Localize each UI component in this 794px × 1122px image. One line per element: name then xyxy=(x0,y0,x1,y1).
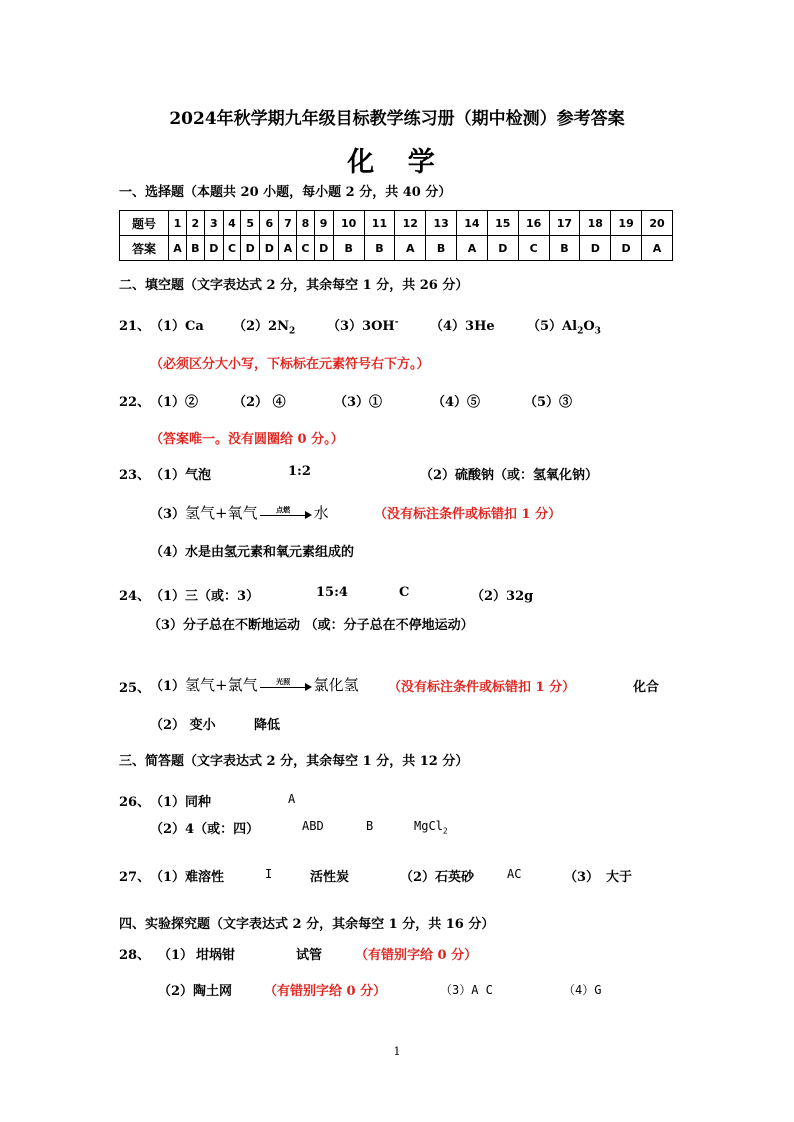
answer-item: 活性炭 xyxy=(310,870,350,885)
answer-text: （2）2N xyxy=(233,319,289,334)
answer-text: MgCl xyxy=(414,819,443,833)
question-number: 25、 xyxy=(119,681,151,696)
answer-item: 大于 xyxy=(606,870,633,885)
answer-item xyxy=(327,315,398,334)
answer-item: （3）分子总在不断地运动 （或：分子总在不停地运动） xyxy=(148,618,474,633)
answer-item: A xyxy=(288,792,296,806)
answer-item: （1）难溶性 xyxy=(150,870,225,885)
grading-note: （答案唯一。没有圆圈给 0 分。） xyxy=(150,432,344,447)
answer-item: AC xyxy=(507,867,522,881)
subscript: 2 xyxy=(442,826,448,836)
subscript: 2 xyxy=(288,326,296,337)
table-cell-number: 20 xyxy=(642,211,673,236)
table-cell-number: 11 xyxy=(364,211,395,236)
table-cell-answer: D xyxy=(580,236,611,261)
answer-label: （1） xyxy=(158,948,194,963)
reaction-condition: 点燃 xyxy=(276,504,291,514)
section-heading-choice: 一、选择题（本题共 20 小题，每小题 2 分，共 40 分） xyxy=(119,185,452,200)
answer-item: （1）气泡 xyxy=(150,468,212,483)
table-cell-number: 1 xyxy=(169,211,187,236)
answer-item: ABD xyxy=(302,819,324,833)
table-cell-answer: C xyxy=(518,236,549,261)
table-cell-number: 8 xyxy=(297,211,314,236)
reaction-arrow-icon xyxy=(260,676,312,694)
answer-item: （4）水是由氢元素和氧元素组成的 xyxy=(150,545,355,560)
answer-item: （3） xyxy=(564,870,600,885)
answer-item: 试管 xyxy=(296,948,323,963)
answer-item: （1）Ca xyxy=(150,319,204,334)
table-cell-number: 18 xyxy=(580,211,611,236)
table-cell-answer: D xyxy=(314,236,333,261)
table-cell-answer: C xyxy=(297,236,314,261)
answer-item xyxy=(414,819,448,835)
table-cell-number: 16 xyxy=(518,211,549,236)
grading-note: （有错别字给 0 分） xyxy=(264,984,387,999)
table-cell-number: 5 xyxy=(241,211,260,236)
table-cell-number: 10 xyxy=(333,211,364,236)
question-number: 24、 xyxy=(119,589,151,604)
answer-item: B xyxy=(366,819,374,833)
answer-item: （1）同种 xyxy=(150,795,212,810)
subscript: 3 xyxy=(594,326,601,337)
table-cell-number: 2 xyxy=(186,211,204,236)
products: 水 xyxy=(313,504,329,522)
table-header-answer: 答案 xyxy=(120,236,169,261)
table-cell-number: 4 xyxy=(223,211,240,236)
table-cell-answer: D xyxy=(241,236,260,261)
answer-item: （4）3He xyxy=(430,319,495,334)
answer-table xyxy=(119,210,673,261)
answer-item: （3）A C xyxy=(440,983,493,997)
table-row-numbers xyxy=(120,211,673,236)
answer-label: （3） xyxy=(150,507,186,522)
answer-item: I xyxy=(265,867,273,881)
question-number: 27、 xyxy=(119,870,151,885)
reaction-type: 化合 xyxy=(633,680,660,695)
table-cell-answer: B xyxy=(364,236,395,261)
word-equation xyxy=(150,502,329,523)
table-cell-number: 3 xyxy=(204,211,223,236)
section-heading-experiment: 四、实验探究题（文字表达式 2 分，其余每空 1 分，共 16 分） xyxy=(119,917,495,932)
answer-item: （2）石英砂 xyxy=(400,870,475,885)
answer-label: （1） xyxy=(150,679,186,694)
table-cell-answer: B xyxy=(426,236,457,261)
table-cell-answer: D xyxy=(204,236,223,261)
table-cell-number: 13 xyxy=(426,211,457,236)
table-cell-number: 15 xyxy=(487,211,518,236)
superscript: - xyxy=(394,317,399,328)
question-number: 21、 xyxy=(119,319,151,334)
section-heading-fill: 二、填空题（文字表达式 2 分，其余每空 1 分，共 26 分） xyxy=(119,278,469,293)
answer-text: （5）Al xyxy=(527,319,578,334)
grading-note: （有错别字给 0 分） xyxy=(355,948,478,963)
answer-item: 坩埚钳 xyxy=(196,948,236,963)
table-row-answers xyxy=(120,236,673,261)
answer-item xyxy=(527,315,601,337)
table-cell-answer: D xyxy=(487,236,518,261)
answer-text: O xyxy=(583,319,595,334)
answer-item: （2）4（或：四） xyxy=(150,822,260,837)
table-header-number: 题号 xyxy=(120,211,169,236)
grading-note: （必须区分大小写，下标标在元素符号右下方。） xyxy=(150,357,430,372)
reactants: 氢气+氧气 xyxy=(185,504,258,522)
table-cell-answer: B xyxy=(549,236,580,261)
page-number: 1 xyxy=(393,1045,401,1058)
table-cell-number: 12 xyxy=(395,211,426,236)
answer-item: 15:4 xyxy=(316,585,348,600)
reactants: 氢气+氯气 xyxy=(185,676,258,694)
answer-item: （2） ④ xyxy=(233,395,286,410)
grading-note: （没有标注条件或标错扣 1 分） xyxy=(388,680,576,695)
products: 氯化氢 xyxy=(313,676,359,694)
subject-heading: 化 学 xyxy=(347,147,447,178)
answer-item: （2） 变小 xyxy=(150,718,216,733)
question-number: 28、 xyxy=(119,948,151,963)
word-equation xyxy=(150,674,359,695)
table-cell-number: 14 xyxy=(457,211,488,236)
answer-item: C xyxy=(399,585,410,600)
table-cell-answer: A xyxy=(395,236,426,261)
answer-item: （2）硫酸钠（或：氢氧化钠） xyxy=(420,468,599,483)
section-heading-short-answer: 三、简答题（文字表达式 2 分，其余每空 1 分，共 12 分） xyxy=(119,754,469,769)
table-cell-number: 7 xyxy=(279,211,297,236)
table-cell-number: 6 xyxy=(260,211,279,236)
table-cell-answer: D xyxy=(611,236,642,261)
answer-item: （2）32g xyxy=(471,589,534,604)
table-cell-answer: A xyxy=(279,236,297,261)
table-cell-number: 19 xyxy=(611,211,642,236)
question-number: 23、 xyxy=(119,468,151,483)
table-cell-answer: B xyxy=(333,236,364,261)
answer-item xyxy=(233,315,295,337)
table-cell-answer: A xyxy=(457,236,488,261)
reaction-condition: 光照 xyxy=(276,676,291,686)
table-cell-answer: A xyxy=(642,236,673,261)
table-cell-answer: B xyxy=(186,236,204,261)
table-cell-number: 9 xyxy=(314,211,333,236)
answer-item: （4）G xyxy=(563,983,602,997)
answer-item: （3）① xyxy=(334,395,383,410)
table-cell-answer: D xyxy=(260,236,279,261)
answer-item: 1:2 xyxy=(288,464,311,479)
answer-item: （5）③ xyxy=(524,395,573,410)
question-number: 22、 xyxy=(119,395,151,410)
answer-item: 降低 xyxy=(254,718,281,733)
answer-item: （2）陶土网 xyxy=(158,984,233,999)
page-title: 2024年秋学期九年级目标教学练习册（期中检测）参考答案 xyxy=(169,109,625,129)
answer-item: （1）三（或：3） xyxy=(150,589,260,604)
table-cell-answer: C xyxy=(223,236,240,261)
grading-note: （没有标注条件或标错扣 1 分） xyxy=(374,507,562,522)
table-cell-answer: A xyxy=(169,236,187,261)
answer-item: （4）⑤ xyxy=(432,395,481,410)
answer-text: （3）3OH xyxy=(327,319,395,334)
reaction-arrow-icon xyxy=(260,504,312,522)
subscript: 2 xyxy=(577,326,584,337)
table-cell-number: 17 xyxy=(549,211,580,236)
answer-item: （1）② xyxy=(150,395,199,410)
question-number: 26、 xyxy=(119,795,151,810)
